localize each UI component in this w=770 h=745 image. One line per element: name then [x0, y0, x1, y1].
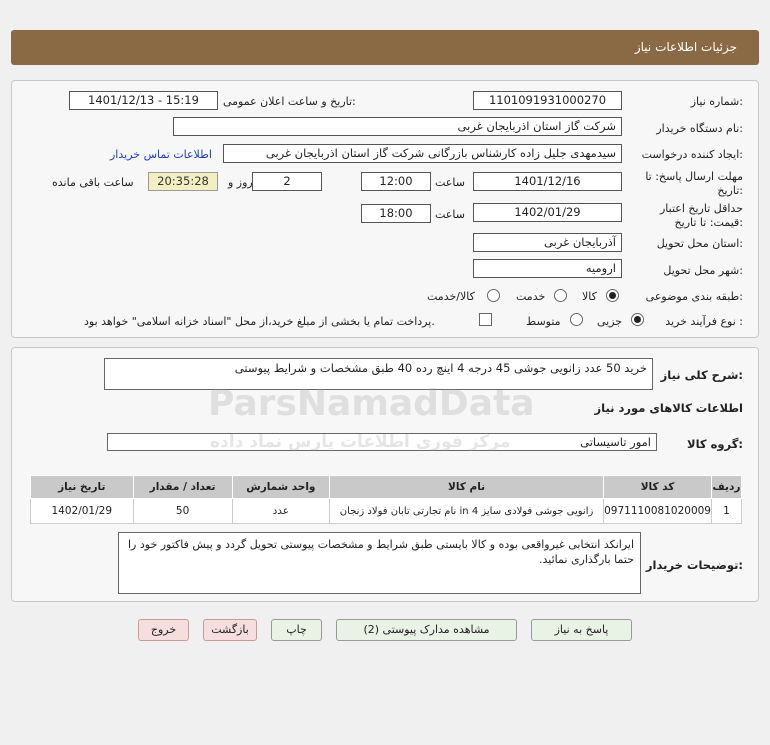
goods-group-label: گروه کالا: [687, 437, 743, 451]
price-validity-label-1: حداقل تاریخ اعتبار [659, 202, 743, 215]
treasury-payment-note: پرداخت تمام یا بخشی از مبلغ خرید،از محل "اسناد خزانه اسلامی" خواهد بود. [84, 315, 435, 328]
cell-goods-name: زانویی جوشی فولادی سایز 4 in نام تجارتی تابان فولاد زنجان [330, 499, 604, 524]
summary-field: خرید 50 عدد زانویی جوشی 45 درجه 4 اینچ رده 40 طبق مشخصات و شرایط پیوستی [104, 358, 653, 390]
col-row: ردیف [711, 476, 741, 499]
category-goods-label: کالا [582, 290, 597, 303]
buyer-contact-link[interactable]: اطلاعات تماس خریدار [110, 148, 212, 161]
requester-label: ایجاد کننده درخواست: [641, 148, 743, 161]
watermark-line: مرکز فوری اطلاعات پارس نماد داده [210, 432, 511, 452]
goods-section-title: اطلاعات کالاهای مورد نیاز [594, 401, 743, 415]
reply-time-field: 12:00 [361, 172, 431, 191]
requester-field: سیدمهدی جلیل زاده کارشناس بازرگانی شرکت گاز استان اذربایجان غربی [223, 144, 622, 163]
reply-date-field: 1401/12/16 [473, 172, 622, 191]
announce-field: 1401/12/13 - 15:19 [69, 91, 218, 110]
reply-time-label: ساعت [435, 176, 465, 189]
cell-unit: عدد [232, 499, 329, 524]
price-validity-time-label: ساعت [435, 208, 465, 221]
price-validity-time-field: 18:00 [361, 204, 431, 223]
process-minor-radio[interactable] [631, 313, 644, 326]
col-goods-code: کد کالا [604, 476, 712, 499]
buyer-org-label: نام دستگاه خریدار: [656, 122, 743, 135]
cell-row: 1 [711, 499, 741, 524]
category-goods-service-label: کالا/خدمت [427, 290, 475, 303]
treasury-payment-checkbox[interactable] [479, 313, 492, 326]
goods-table [30, 475, 742, 524]
delivery-city-label: شهر محل تحویل: [663, 264, 743, 277]
reply-days-field: 2 [252, 172, 322, 191]
goods-group-field: امور تاسیساتی [107, 433, 657, 451]
category-goods-radio[interactable] [606, 289, 619, 302]
category-service-radio[interactable] [554, 289, 567, 302]
col-goods-name: نام کالا [330, 476, 604, 499]
table-header-row [31, 476, 742, 499]
delivery-city-field: ارومیه [473, 259, 622, 278]
view-attachments-button[interactable]: مشاهده مدارک پیوستی (2) [336, 619, 517, 641]
price-validity-date-field: 1402/01/29 [473, 203, 622, 222]
process-medium-label: متوسط [526, 315, 561, 328]
category-label: طبقه بندی موضوعی: [645, 290, 743, 303]
process-minor-label: جزیی [597, 315, 623, 328]
exit-button[interactable]: خروج [138, 619, 189, 641]
watermark-brand: ParsNamadData [208, 383, 535, 424]
buyer-notes-label: توضیحات خریدار: [645, 558, 743, 572]
need-number-label: شماره نیاز: [690, 95, 743, 108]
category-service-label: خدمت [516, 290, 546, 303]
days-label: روز و [228, 176, 253, 189]
remaining-time-field: 20:35:28 [148, 172, 218, 191]
cell-goods-code: 0971110081020009 [604, 499, 712, 524]
announce-label: تاریخ و ساعت اعلان عمومی: [223, 95, 356, 108]
back-button[interactable]: بازگشت [203, 619, 257, 641]
process-label: نوع فرآیند خرید : [665, 315, 743, 328]
reply-to-need-button[interactable]: پاسخ به نیاز [531, 619, 632, 641]
buyer-org-field: شرکت گاز استان اذربایجان غربی [173, 117, 622, 136]
process-medium-radio[interactable] [570, 313, 583, 326]
page-header [11, 30, 759, 65]
delivery-province-field: آذربایجان غربی [473, 233, 622, 252]
col-unit: واحد شمارش [232, 476, 329, 499]
cell-need-date: 1402/01/29 [31, 499, 134, 524]
remaining-label: ساعت باقی مانده [52, 176, 134, 189]
print-button[interactable]: چاپ [271, 619, 322, 641]
buyer-notes-field: ایرانکد انتخابی غیرواقعی بوده و کالا بایستی طبق شرایط و مشخصات پیوستی تحویل گردد و پیش فاکتور خود را حتما بارگذاری نمائید. [118, 532, 641, 594]
price-validity-label-2: قیمت: تا تاریخ: [674, 216, 743, 229]
category-goods-service-radio[interactable] [487, 289, 500, 302]
col-need-date: تاریخ نیاز [31, 476, 134, 499]
reply-deadline-label-2: تاریخ: [717, 184, 743, 197]
page-title: جزئیات اطلاعات نیاز [634, 40, 737, 54]
summary-label: شرح کلی نیاز: [660, 368, 743, 382]
delivery-province-label: استان محل تحویل: [656, 237, 743, 250]
col-quantity: تعداد / مقدار [133, 476, 232, 499]
need-number-field: 1101091931000270 [473, 91, 622, 110]
reply-deadline-label-1: مهلت ارسال پاسخ: تا [645, 170, 743, 183]
cell-quantity: 50 [133, 499, 232, 524]
table-row [31, 499, 742, 524]
